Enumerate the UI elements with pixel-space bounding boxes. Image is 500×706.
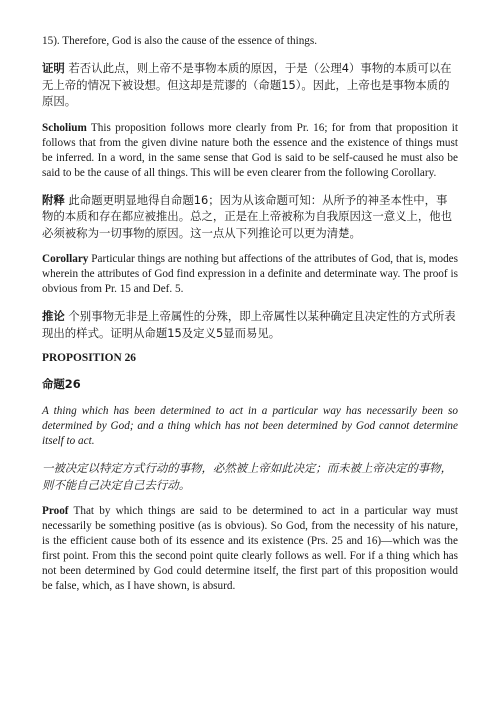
paragraph-proof-conclusion	[42, 34, 458, 49]
paragraph-text: 若否认此点，则上帝不是事物本质的原因，于是（公理4）事物的本质可以在无上帝的情况下被设想。但这却是荒谬的（命题15）。因此，上帝也是事物本质的原因。	[42, 61, 452, 108]
proposition-statement-zh	[42, 460, 458, 493]
paragraph-proof-zh	[42, 60, 458, 110]
paragraph-text: 个别事物无非是上帝属性的分殊，即上帝属性以某种确定且决定性的方式所表现出的样式。证明从命题15及定义5显而易见。	[42, 309, 456, 340]
paragraph-scholium-zh	[42, 192, 458, 242]
paragraph-text: 一被决定以特定方式行动的事物，必然被上帝如此决定；而未被上帝决定的事物，则不能自己决定自己去行动。	[42, 461, 453, 492]
proposition-statement	[42, 404, 458, 449]
paragraph-corollary-zh	[42, 308, 458, 341]
corollary-label: Corollary	[42, 253, 89, 265]
paragraph-text: 15). Therefore, God is also the cause of the essence of things.	[42, 35, 318, 47]
paragraph-text: A thing which has been determined to act in a particular way has necessarily been so determined by God; and a thing which has not been determined by God cannot determine itself to act.	[42, 405, 458, 447]
paragraph-text: Particular things are nothing but affections of the attributes of God, that is, modes wherein the attributes of God find expression in a definite and determinate way. The proof is obvious from Pr. 15 and Def. 5.	[42, 253, 458, 295]
paragraph-proof	[42, 504, 458, 594]
proof-label-zh: 证明	[42, 61, 65, 75]
paragraph-corollary	[42, 252, 458, 297]
paragraph-text: That by which things are said to be determined to act in a particular way must necessarily be something positive (as is obvious). So God, from the necessity of his nature, is the efficient cause both of its essence and its existence (Prs. 25 and 16)—which was the first point. From this the second point quite clearly follows as well. For if a thing which has not been determined by God could determine itself, the first part of this proposition would be false, which, as I have shown, is absurd.	[42, 505, 458, 592]
scholium-label: Scholium	[42, 121, 87, 134]
proposition-heading-zh: 命题26	[42, 377, 81, 391]
paragraph-scholium	[42, 121, 458, 181]
paragraph-text: 此命题更明显地得自命题16；因为从该命题可知：从所予的神圣本性中，事物的本质和存在都应被推出。总之，正是在上帝被称为自我原因这一意义上，他也必须被称为一切事物的原因。这一点从下列推论可以更为清楚。	[42, 192, 453, 240]
proposition-heading: PROPOSITION 26	[42, 352, 136, 364]
proof-label: Proof	[42, 505, 69, 517]
paragraph-text: This proposition follows more clearly from Pr. 16; for from that proposition it follows that from the given divine nature both the essence and the existence of things must be inferred. In a word, in the same sense that God is said to be self-caused he must also be said to be the cause of all things. This will be even clearer from the following Corollary.	[42, 121, 458, 179]
corollary-label-zh: 推论	[42, 309, 65, 323]
scholium-label-zh: 附释	[42, 192, 65, 207]
